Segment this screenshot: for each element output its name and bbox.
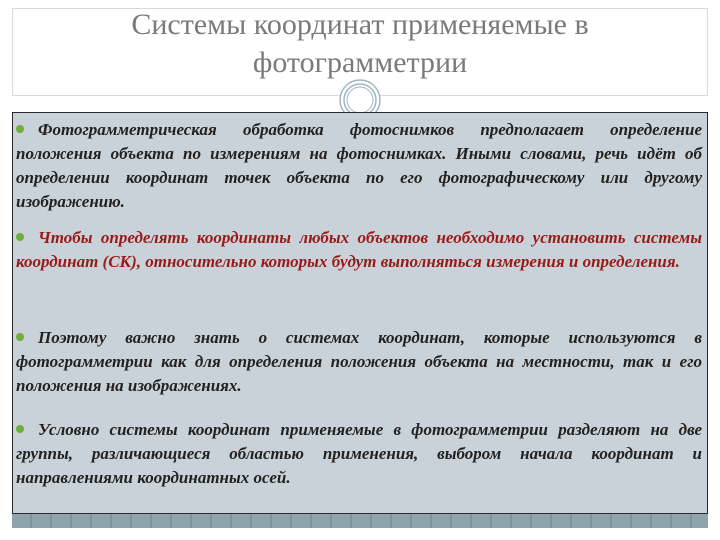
slide-title — [12, 0, 708, 88]
paragraph-4 — [16, 418, 702, 490]
slide-title-line-1: Системы координат применяемые в — [131, 8, 589, 41]
slide-title-line-2: фотограмметрии — [252, 46, 468, 79]
bottom-band — [12, 514, 708, 528]
paragraph-2 — [16, 226, 702, 274]
bullet-dot-icon — [16, 425, 24, 433]
paragraph-1-text: Фотограмметрическая обработка фотоснимков предполагает определение положения объекта по измерениям на фотоснимках. Иными словами, речь идёт об определении координат точек объекта по его фотографическому или другому изображению. — [16, 120, 702, 211]
paragraph-3 — [16, 326, 702, 398]
bullet-dot-icon — [16, 233, 24, 241]
paragraph-1 — [16, 118, 702, 214]
bullet-dot-icon — [16, 125, 24, 133]
paragraph-3-text: Поэтому важно знать о системах координат, которые используются в фотограмметрии как для определения положения объекта на местности, так и его положения на изображениях. — [16, 328, 702, 395]
bullet-dot-icon — [16, 333, 24, 341]
paragraph-4-text: Условно системы координат применяемые в фотограмметрии разделяют на две группы, различающиеся областью применения, выбором начала координат и направлениями координатных осей. — [16, 420, 702, 487]
paragraph-2-text: Чтобы определять координаты любых объектов необходимо установить системы координат (СК), относительно которых будут выполняться измерения и определения. — [16, 228, 702, 271]
